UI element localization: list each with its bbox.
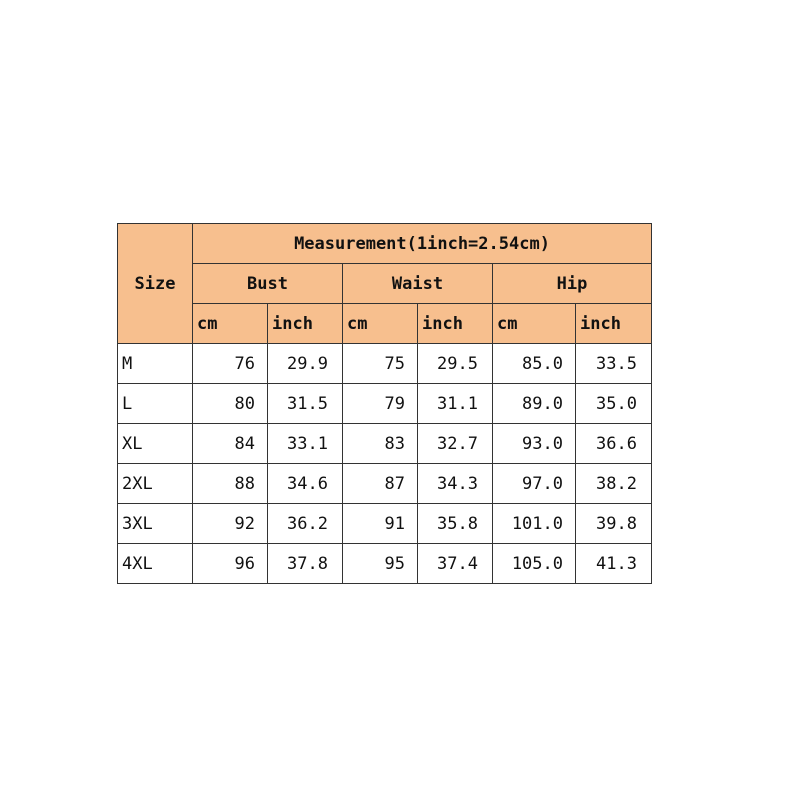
value-cell: 39.8: [576, 504, 652, 544]
value-cell: 85.0: [493, 344, 576, 384]
value-cell: 31.5: [268, 384, 343, 424]
size-header: Size: [118, 224, 193, 344]
value-cell: 96: [193, 544, 268, 584]
value-cell: 79: [343, 384, 418, 424]
value-cell: 41.3: [576, 544, 652, 584]
value-cell: 91: [343, 504, 418, 544]
value-cell: 36.2: [268, 504, 343, 544]
value-cell: 92: [193, 504, 268, 544]
value-cell: 76: [193, 344, 268, 384]
unit-header: inch: [576, 304, 652, 344]
value-cell: 80: [193, 384, 268, 424]
unit-header: inch: [268, 304, 343, 344]
table-row: [118, 424, 652, 464]
unit-header: cm: [343, 304, 418, 344]
waist-header: Waist: [343, 264, 493, 304]
measurement-header: Measurement(1inch=2.54cm): [193, 224, 652, 264]
unit-header: cm: [493, 304, 576, 344]
value-cell: 32.7: [418, 424, 493, 464]
value-cell: 35.0: [576, 384, 652, 424]
value-cell: 31.1: [418, 384, 493, 424]
header-row-units: [118, 304, 652, 344]
value-cell: 37.4: [418, 544, 493, 584]
value-cell: 105.0: [493, 544, 576, 584]
size-cell: L: [118, 384, 193, 424]
value-cell: 75: [343, 344, 418, 384]
value-cell: 29.5: [418, 344, 493, 384]
value-cell: 36.6: [576, 424, 652, 464]
value-cell: 83: [343, 424, 418, 464]
value-cell: 84: [193, 424, 268, 464]
table-row: [118, 344, 652, 384]
size-cell: 3XL: [118, 504, 193, 544]
value-cell: 34.3: [418, 464, 493, 504]
size-cell: M: [118, 344, 193, 384]
size-cell: 4XL: [118, 544, 193, 584]
value-cell: 35.8: [418, 504, 493, 544]
size-chart-table: [117, 223, 652, 584]
unit-header: inch: [418, 304, 493, 344]
size-cell: 2XL: [118, 464, 193, 504]
value-cell: 101.0: [493, 504, 576, 544]
header-row-measurement: [118, 224, 652, 264]
unit-header: cm: [193, 304, 268, 344]
value-cell: 33.1: [268, 424, 343, 464]
value-cell: 93.0: [493, 424, 576, 464]
value-cell: 95: [343, 544, 418, 584]
bust-header: Bust: [193, 264, 343, 304]
header-row-groups: [118, 264, 652, 304]
value-cell: 29.9: [268, 344, 343, 384]
value-cell: 97.0: [493, 464, 576, 504]
value-cell: 38.2: [576, 464, 652, 504]
table-row: [118, 384, 652, 424]
size-cell: XL: [118, 424, 193, 464]
value-cell: 34.6: [268, 464, 343, 504]
hip-header: Hip: [493, 264, 652, 304]
table-row: [118, 504, 652, 544]
value-cell: 33.5: [576, 344, 652, 384]
table-row: [118, 464, 652, 504]
value-cell: 89.0: [493, 384, 576, 424]
table-row: [118, 544, 652, 584]
value-cell: 37.8: [268, 544, 343, 584]
value-cell: 88: [193, 464, 268, 504]
value-cell: 87: [343, 464, 418, 504]
